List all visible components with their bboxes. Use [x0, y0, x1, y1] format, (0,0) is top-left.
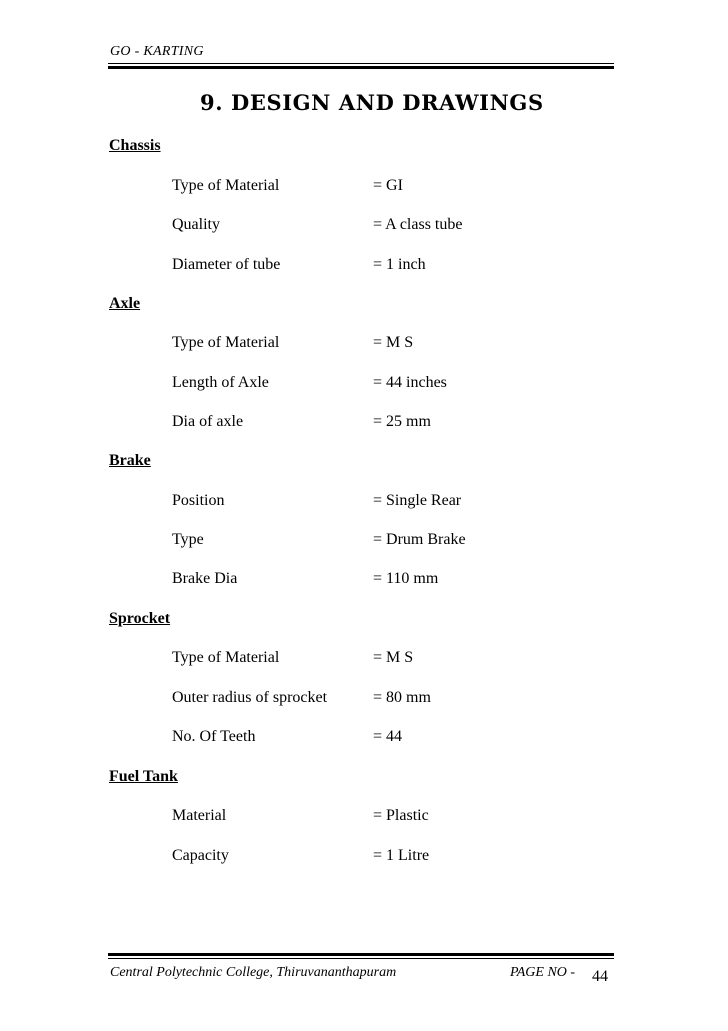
spec-value: = Drum Brake — [373, 531, 466, 548]
footer-rule-thin — [108, 958, 614, 959]
spec-value: = 1 Litre — [373, 847, 430, 864]
page-title: 9. DESIGN AND DRAWINGS — [200, 90, 544, 115]
spec-value: = 110 mm — [373, 570, 439, 587]
spec-label: Type of Material — [172, 177, 280, 194]
spec-label: Brake Dia — [172, 570, 238, 587]
spec-label: Outer radius of sprocket — [172, 689, 328, 706]
spec-value: = M S — [373, 334, 414, 351]
section-heading-sprocket: Sprocket — [109, 610, 171, 627]
section-heading-chassis: Chassis — [109, 137, 161, 154]
section-heading-axle: Axle — [109, 295, 141, 312]
spec-label: Diameter of tube — [172, 256, 281, 273]
spec-value: = 25 mm — [373, 413, 431, 430]
spec-label: Position — [172, 492, 225, 509]
spec-label: Length of Axle — [172, 374, 269, 391]
spec-value: = Single Rear — [373, 492, 462, 509]
spec-label: Type of Material — [172, 334, 280, 351]
section-heading-fuel-tank: Fuel Tank — [109, 768, 178, 785]
section-heading-brake: Brake — [109, 452, 151, 469]
spec-label: Type of Material — [172, 649, 280, 666]
spec-label: Quality — [172, 216, 220, 233]
spec-label: Type — [172, 531, 204, 548]
spec-label: Material — [172, 807, 227, 824]
spec-value: = A class tube — [373, 216, 463, 233]
spec-label: Dia of axle — [172, 413, 244, 430]
spec-value: = Plastic — [373, 807, 429, 824]
spec-value: = M S — [373, 649, 414, 666]
spec-value: = 1 inch — [373, 256, 426, 273]
spec-value: = GI — [373, 177, 403, 194]
footer-page-number: 44 — [592, 968, 608, 985]
header-rule-thin — [108, 63, 614, 64]
header-rule-thick — [108, 66, 614, 69]
spec-value: = 80 mm — [373, 689, 431, 706]
spec-label: No. Of Teeth — [172, 728, 256, 745]
footer-rule-thick — [108, 953, 614, 956]
spec-value: = 44 — [373, 728, 403, 745]
spec-value: = 44 inches — [373, 374, 447, 391]
footer-institution: Central Polytechnic College, Thiruvananthapuram — [110, 965, 397, 980]
spec-label: Capacity — [172, 847, 229, 864]
running-title: GO - KARTING — [110, 44, 204, 59]
footer-page-label: PAGE NO - — [510, 965, 576, 980]
